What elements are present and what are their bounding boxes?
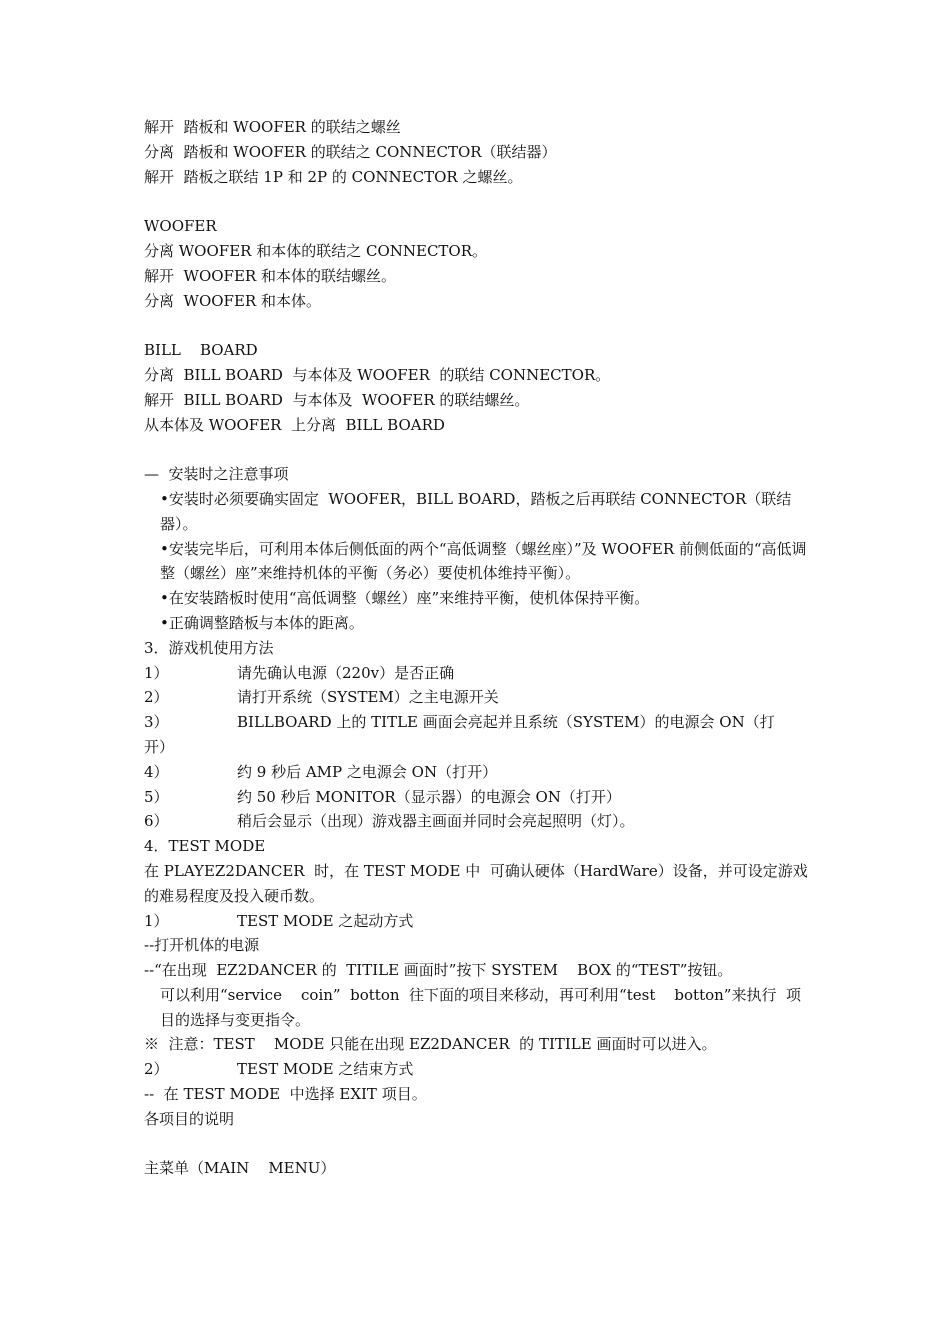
section-heading-install-notes: — 安装时之注意事项 bbox=[144, 465, 289, 484]
bullet-item: •安装完毕后，可利用本体后侧低面的两个“高低调整（螺丝座）”及 WOOFER 前侧低面的“高低调整（螺丝）座”来维持机体的平衡（务必）要使机体维持平衡）。 bbox=[160, 539, 807, 583]
bullet-item: •正确调整踏板与本体的距离。 bbox=[160, 613, 364, 632]
step-number: 1） bbox=[144, 663, 169, 682]
text-line: 分离 WOOFER 和本体的联结之 CONNECTOR。 bbox=[144, 241, 488, 260]
section-heading-usage: 3．游戏机使用方法 bbox=[144, 638, 274, 657]
step-number: 2） bbox=[144, 1060, 169, 1079]
step-text: 稍后会显示（出现）游戏器主画面并同时会亮起照明（灯）。 bbox=[237, 812, 635, 831]
step-text: TEST MODE 之结束方式 bbox=[237, 1060, 414, 1079]
usage-step bbox=[144, 710, 810, 735]
text-line: --“在出现 EZ2DANCER 的 TITILE 画面时”按下 SYSTEM BOX 的“TEST”按钮。 bbox=[144, 961, 733, 980]
step-number: 1） bbox=[144, 911, 169, 930]
usage-step bbox=[144, 785, 810, 810]
text-line: 解开 踏板之联结 1P 和 2P 的 CONNECTOR 之螺丝。 bbox=[144, 167, 523, 186]
step-number: 3） bbox=[144, 713, 169, 732]
spacer bbox=[144, 437, 810, 462]
step-number: 4） bbox=[144, 762, 169, 781]
caution-note: ※ 注意：TEST MODE 只能在出现 EZ2DANCER 的 TITILE 画面时可以进入。 bbox=[144, 1035, 717, 1054]
test-mode-note: 可以利用“service coin” botton 往下面的项目来移动，再可利用“test botton”来执行 项目的选择与变更指令。 bbox=[160, 985, 802, 1029]
text-line: 分离 踏板和 WOOFER 的联结之 CONNECTOR（联结器） bbox=[144, 142, 557, 161]
usage-step bbox=[144, 661, 810, 686]
step-text: 约 50 秒后 MONITOR（显示器）的电源会 ON（打开） bbox=[237, 787, 621, 806]
bullet-item: •在安装踏板时使用“高低调整（螺丝）座”来维持平衡，使机体保持平衡。 bbox=[160, 589, 650, 608]
section-heading-woofer: WOOFER bbox=[144, 217, 217, 236]
text-line: --打开机体的电源 bbox=[144, 936, 260, 955]
step-text: 约 9 秒后 AMP 之电源会 ON（打开） bbox=[237, 762, 498, 781]
step-number: 2） bbox=[144, 688, 169, 707]
spacer bbox=[144, 189, 810, 214]
text-line: -- 在 TEST MODE 中选择 EXIT 项目。 bbox=[144, 1085, 427, 1104]
step-continuation: 开） bbox=[144, 737, 175, 756]
step-text: BILLBOARD 上的 TITLE 画面会亮起并且系统（SYSTEM）的电源会 ON（打 bbox=[237, 713, 775, 732]
section-heading-main-menu: 主菜单（MAIN MENU） bbox=[144, 1159, 336, 1178]
step-text: 请先确认电源（220v）是否正确 bbox=[237, 663, 455, 682]
spacer bbox=[144, 1132, 810, 1157]
step-text: 请打开系统（SYSTEM）之主电源开关 bbox=[237, 688, 499, 707]
bullet-item: •安装时必须要确实固定 WOOFER，BILL BOARD，踏板之后再联结 CONNECTOR（联结器）。 bbox=[160, 489, 792, 533]
test-mode-step bbox=[144, 1057, 810, 1082]
spacer bbox=[144, 313, 810, 338]
test-mode-intro: 在 PLAYEZ2DANCER 时，在 TEST MODE 中 可确认硬体（HardWare）设备，并可设定游戏的难易程度及投入硬币数。 bbox=[144, 861, 808, 905]
section-heading-billboard: BILL BOARD bbox=[144, 341, 258, 360]
text-line: 分离 WOOFER 和本体。 bbox=[144, 291, 321, 310]
text-line: 分离 BILL BOARD 与本体及 WOOFER 的联结 CONNECTOR。 bbox=[144, 365, 611, 384]
usage-step bbox=[144, 760, 810, 785]
step-number: 6） bbox=[144, 812, 169, 831]
test-mode-step bbox=[144, 909, 810, 934]
document-page bbox=[144, 115, 810, 1181]
step-number: 5） bbox=[144, 787, 169, 806]
usage-step bbox=[144, 809, 810, 834]
text-line: 解开 踏板和 WOOFER 的联结之螺丝 bbox=[144, 118, 401, 136]
text-line: 解开 WOOFER 和本体的联结螺丝。 bbox=[144, 266, 396, 285]
section-heading-test-mode: 4．TEST MODE bbox=[144, 837, 266, 856]
text-line: 从本体及 WOOFER 上分离 BILL BOARD bbox=[144, 415, 445, 434]
text-line: 解开 BILL BOARD 与本体及 WOOFER 的联结螺丝。 bbox=[144, 390, 530, 409]
step-text: TEST MODE 之起动方式 bbox=[237, 911, 414, 930]
usage-step bbox=[144, 685, 810, 710]
text-line: 各项目的说明 bbox=[144, 1109, 235, 1128]
